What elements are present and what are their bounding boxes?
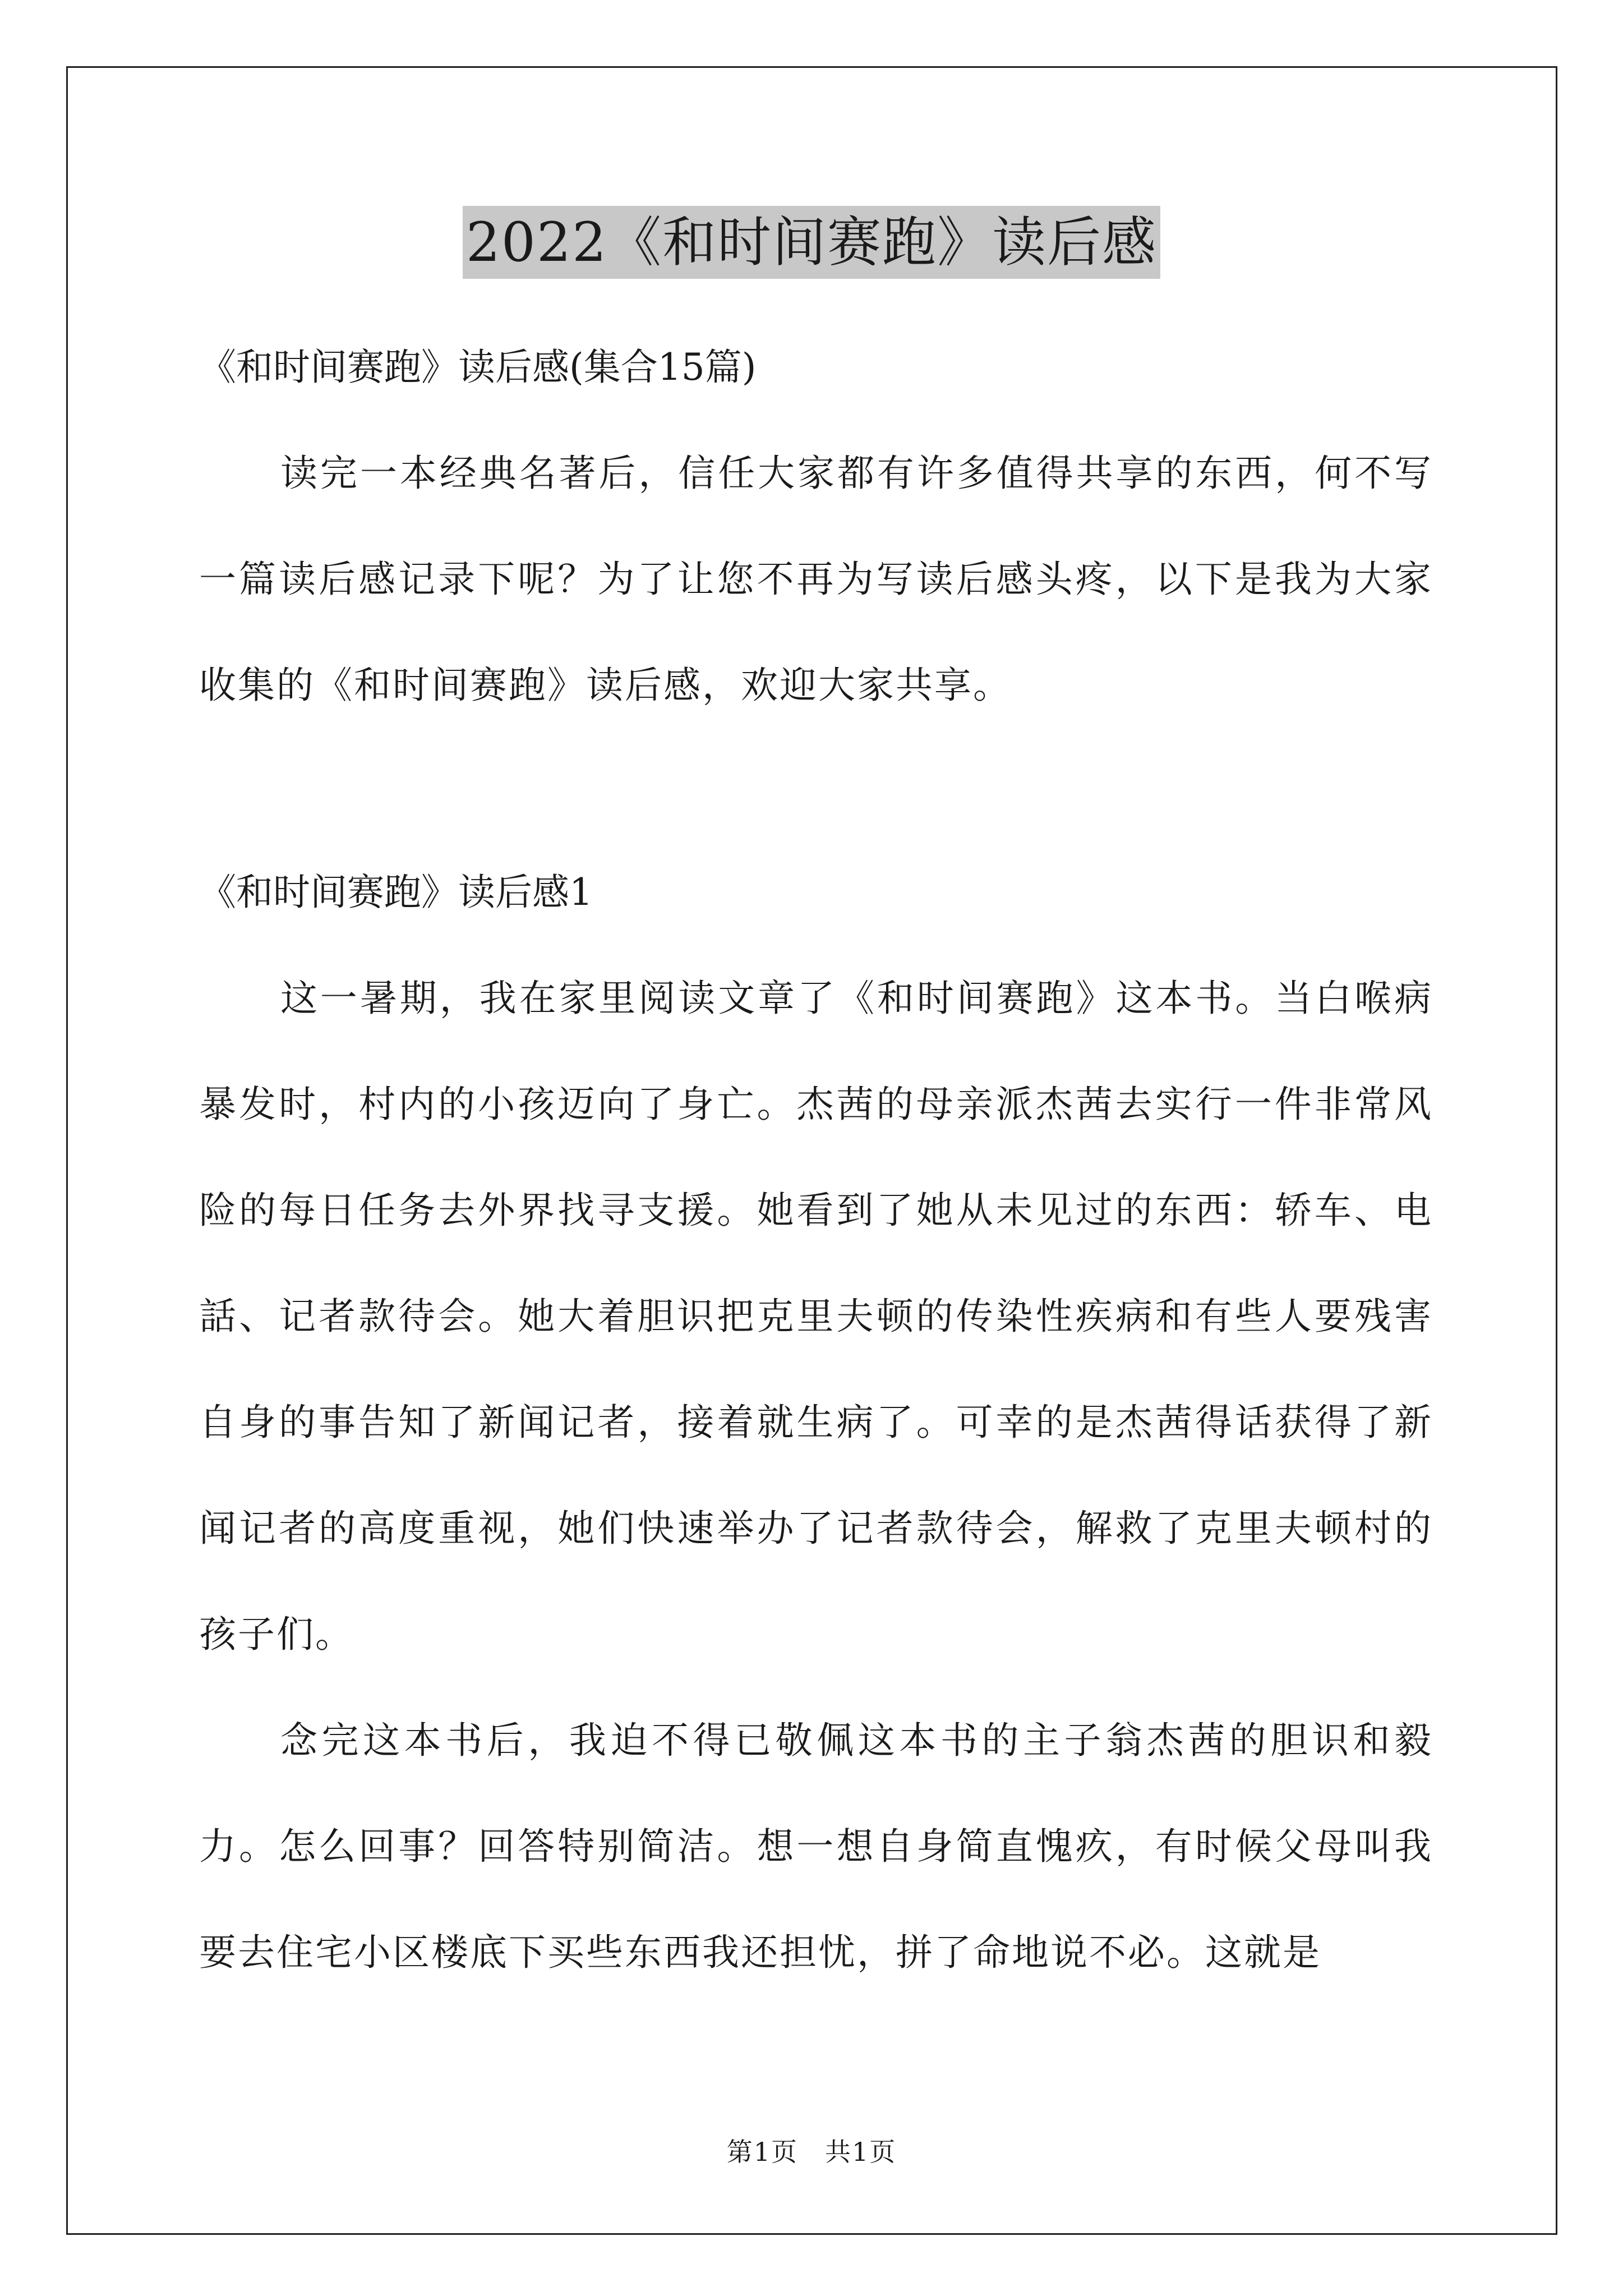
body-paragraph-2: 念完这本书后，我迫不得已敬佩这本书的主子翁杰茜的胆识和毅力。怎么回事？回答特别简洁。想一想自身简直愧疚，有时候父母叫我要去住宅小区楼底下买些东西我还担忧，拼了命地说不必。这就是	[199, 1719, 1433, 1974]
page-footer: 第1页 共1页	[726, 2137, 897, 2167]
document-title: 2022《和时间赛跑》读后感	[463, 206, 1160, 279]
collection-heading: 《和时间赛跑》读后感(集合15篇)	[199, 346, 757, 389]
body-paragraph-1: 这一暑期，我在家里阅读文章了《和时间赛跑》这本书。当白喉病暴发时，村内的小孩迈向了身亡。杰茜的母亲派杰茜去实行一件非常风险的每日任务去外界找寻支援。她看到了她从未见过的东西：轿车、电話、记者款待会。她大着胆识把克里夫顿的传染性疾病和有些人要残害自身的事告知了新闻记者，接着就生病了。可幸的是杰茜得话获得了新闻记者的高度重视，她们快速举办了记者款待会，解救了克里夫顿村的孩子们。	[199, 977, 1433, 1656]
section-heading: 《和时间赛跑》读后感1	[199, 871, 593, 914]
title-container	[0, 206, 1623, 279]
document-body	[199, 314, 1433, 2005]
section-spacer	[199, 738, 1433, 839]
intro-paragraph: 读完一本经典名著后，信任大家都有许多值得共享的东西，何不写一篇读后感记录下呢？为了让您不再为写读后感头疼，以下是我为大家收集的《和时间赛跑》读后感，欢迎大家共享。	[199, 452, 1433, 707]
